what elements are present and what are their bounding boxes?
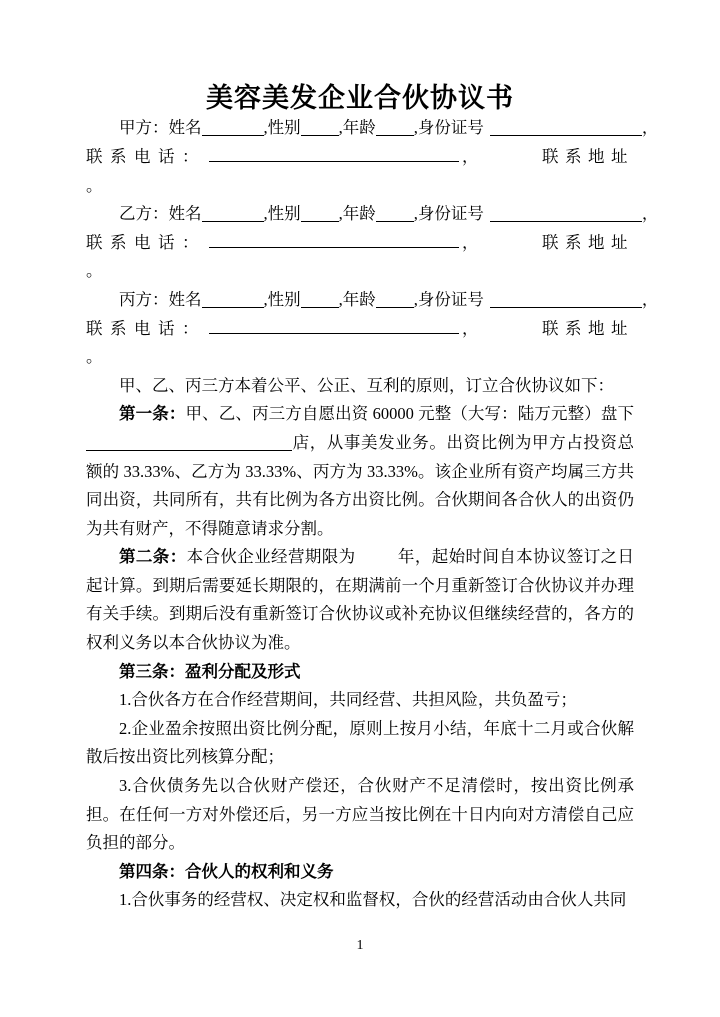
party-line-comma: ，	[641, 204, 659, 224]
party-phone-comma: ，	[462, 146, 479, 166]
article-one-heading-sep: ：	[168, 404, 186, 424]
party-sex-label: ,性别	[263, 289, 301, 309]
party-name-input[interactable]	[202, 291, 264, 308]
list-item: 1.合伙各方在合作经营期间，共同经营、共担风险，共负盈亏；	[119, 690, 577, 710]
article-two-heading: 第二条	[119, 547, 170, 567]
party-age-label: ,年龄	[338, 118, 376, 138]
article-one-heading: 第一条	[119, 404, 169, 424]
document-body	[86, 0, 659, 915]
article-one-text-before: 甲、乙、丙三方自愿出资 60000 元整（大写：陆万元整）盘下	[185, 404, 635, 424]
party-sex-label: ,性别	[263, 204, 301, 224]
article-three-title: 盈利分配及形式	[185, 661, 301, 681]
article-two-text-after: 年，起始时间自本协议签订之日起计算。到期后需要延长期限的，在期满前一个月重新签订合伙协议并办理有关手续。到期后没有重新签订合伙协议或补充协议但继续经营的，各方的权利义务以本合伙协议为准。	[86, 547, 635, 653]
party-address-label: 联系地址	[542, 318, 634, 338]
party-phone-input[interactable]	[209, 145, 459, 162]
party-block-bing	[86, 286, 659, 372]
party-name-label: 丙方：姓名	[119, 289, 202, 309]
party-sex-label: ,性别	[263, 118, 301, 138]
party-identity-line	[86, 286, 659, 315]
party-phone-label: 联系电话：	[86, 146, 206, 166]
party-name-label: 甲方：姓名	[119, 118, 202, 138]
party-name-input[interactable]	[202, 205, 264, 222]
list-item: 1.合伙事务的经营权、决定权和监督权，合伙的经营活动由合伙人共同	[119, 890, 627, 910]
party-id-label: ,身份证号	[413, 289, 484, 309]
party-address-label: 联系地址	[542, 146, 634, 166]
article-two-paragraph	[86, 543, 634, 657]
party-phone-input[interactable]	[209, 231, 459, 248]
article-two-text-before: 本合伙企业经营期限为	[186, 547, 356, 567]
party-age-input[interactable]	[376, 119, 414, 136]
party-address-period: 。	[86, 175, 103, 195]
article-three-heading-line	[86, 658, 634, 687]
party-line-comma: ，	[641, 289, 659, 309]
party-age-input[interactable]	[376, 205, 414, 222]
article-one-text-after: 店，从事美发业务。出资比例为甲方占投资总额的 33.33%、乙方为 33.33%、丙方为 33.33%。该企业所有资产均属三方共同出资，共同所有，共有比例为各方出资比例。合伙期间各合伙人的出资仍为共有财产，不得随意请求分割。	[86, 432, 634, 538]
party-id-label: ,身份证号	[413, 118, 484, 138]
party-block-yi	[86, 200, 659, 286]
page-number: 1	[356, 938, 364, 953]
party-phone-line	[86, 315, 634, 344]
party-identity-line	[86, 114, 659, 143]
article-two-heading-sep: ：	[169, 547, 187, 567]
article-four-heading: 第四条	[119, 861, 169, 881]
party-phone-label: 联系电话：	[86, 318, 206, 338]
party-phone-comma: ，	[462, 318, 479, 338]
list-item: 3.合伙债务先以合伙财产偿还，合伙财产不足清偿时，按出资比例承担。在任何一方对外偿还后，另一方应当按比例在十日内向对方清偿自己应负担的部分。	[86, 776, 634, 853]
party-block-jia	[86, 114, 659, 200]
party-id-input[interactable]	[490, 291, 642, 308]
party-id-input[interactable]	[490, 205, 642, 222]
shop-name-input[interactable]	[86, 434, 292, 451]
party-age-label: ,年龄	[338, 289, 376, 309]
article-three-heading: 第三条	[119, 661, 169, 681]
article-four-heading-line	[86, 858, 634, 887]
article-four-title: 合伙人的权利和义务	[185, 861, 334, 881]
party-phone-label: 联系电话：	[86, 232, 206, 252]
party-phone-line	[86, 229, 634, 258]
article-one-paragraph	[86, 400, 634, 543]
party-address-period: 。	[86, 261, 103, 281]
party-phone-line	[86, 143, 634, 172]
article-four-heading-sep: ：	[168, 861, 185, 881]
list-item: 2.企业盈余按照出资比例分配，原则上按月小结，年底十二月或合伙解散后按出资比列核算分配；	[86, 718, 634, 767]
party-name-input[interactable]	[202, 119, 264, 136]
party-age-input[interactable]	[376, 291, 414, 308]
page-title: 美容美发企业合伙协议书	[206, 83, 514, 113]
party-sex-input[interactable]	[301, 205, 339, 222]
party-age-label: ,年龄	[338, 204, 376, 224]
party-name-label: 乙方：姓名	[119, 204, 202, 224]
party-phone-comma: ，	[462, 232, 479, 252]
party-address-label: 联系地址	[542, 232, 634, 252]
party-id-input[interactable]	[490, 119, 642, 136]
party-identity-line	[86, 200, 659, 229]
party-id-label: ,身份证号	[413, 204, 484, 224]
party-sex-input[interactable]	[301, 119, 339, 136]
party-phone-input[interactable]	[209, 317, 459, 334]
party-line-comma: ，	[641, 118, 659, 138]
preamble-paragraph: 甲、乙、丙三方本着公平、公正、互利的原则，订立合伙协议如下：	[119, 375, 614, 395]
article-three-heading-sep: ：	[168, 661, 185, 681]
party-sex-input[interactable]	[301, 291, 339, 308]
party-address-period: 。	[86, 347, 103, 367]
